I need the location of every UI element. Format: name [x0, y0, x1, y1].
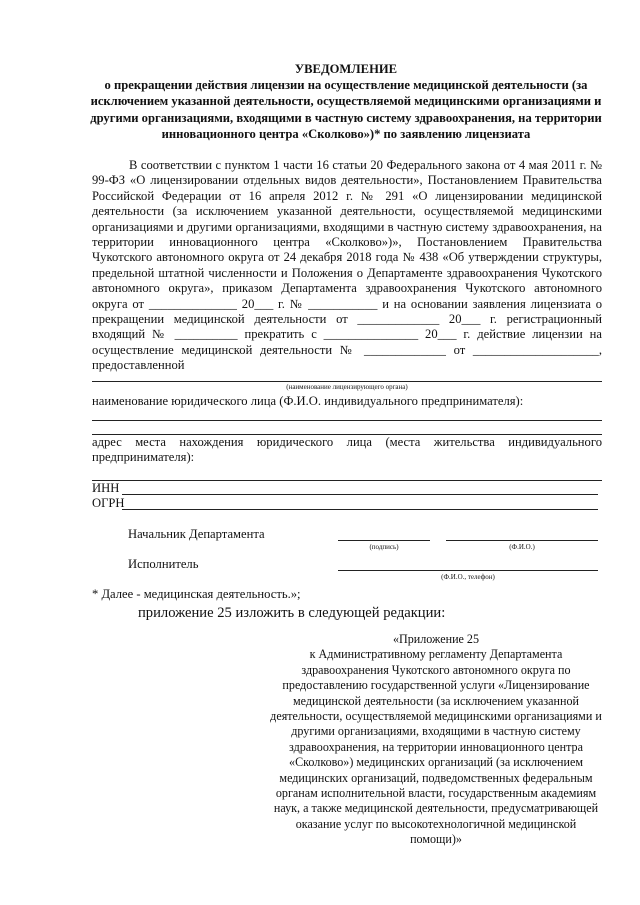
inn-line: [122, 494, 598, 495]
appendix-line: здравоохранения, на территории инновационного центра: [289, 739, 583, 754]
head-name-line: [446, 540, 598, 541]
ogrn-line: [122, 509, 598, 510]
licensing-body-line: [92, 381, 602, 382]
address-label: адрес места нахождения юридического лица (места жительства индивидуального предпринимателя):: [92, 435, 602, 465]
instruction-text: приложение 25 изложить в следующей редакции:: [138, 605, 446, 621]
executor-caption: (Ф.И.О., телефон): [441, 573, 495, 581]
ogrn-label: ОГРН: [92, 496, 125, 510]
executor-line: [338, 570, 598, 571]
body-paragraph: В соответствии с пунктом 1 части 16 статьи 20 Федерального закона от 4 мая 2011 г. № 99-ФЗ «О лицензировании отдельных видов деятельности», Постановлением Правительства Российской Федерации от 16 апреля 2012 г. № 291 «О лицензировании медицинской деятельности (за исключением указанной деятельности, осуществляемой медицинскими организациями и другими организациями, входящими в частную систему здравоохранения, на территории инновационного центра «Сколково»)», Постановлением Правительства Чукотского автономного округа от 24 декабря 2018 года № 438 «Об утверждении структуры, предельной штатной численности и Положения о Департаменте здравоохранения Чукотского автономного округа», приказом Департамента здравоохранения Чукотского автономного округа от ______________ 20___ г. № ___________ и на основании заявления лицензиата о прекращении медицинской деятельности от _____________ 20___ г. регистрационный входящий № __________ прекратить с _______________ 20___ г. действие лицензии на осуществление медицинской деятельности № _____________ от ____________________, предоставленной: [92, 158, 602, 373]
legal-entity-line-1: [92, 420, 602, 421]
executor-label: Исполнитель: [128, 557, 199, 571]
notice-title: УВЕДОМЛЕНИЕ: [294, 62, 398, 76]
address-line: [92, 480, 602, 481]
head-label: Начальник Департамента: [128, 527, 265, 541]
appendix-line: другими организациями, входящими в частную систему: [291, 724, 581, 739]
appendix-line: оказание услуг по высокотехнологичной медицинской: [295, 816, 577, 831]
notice-subtitle: о прекращении действия лицензии на осуществление медицинской деятельности (за исключением указанной деятельности, осуществляемой медицинскими организациями и другими организациями, входящими в частную систему здравоохранения, на территории инновационного центра «Сколково»)* по заявлению лицензиата: [90, 78, 602, 141]
inn-label: ИНН: [92, 481, 120, 495]
appendix-line: медицинской деятельности (за исключением указанной: [292, 693, 579, 708]
appendix-line: органам исполнительной власти, государственным академиям: [275, 786, 597, 801]
appendix-line: «Сколково») медицинских организаций (за исключением: [289, 755, 583, 770]
notice-heading: [88, 61, 604, 142]
appendix-line: наук, а также медицинской деятельности, предусматривающей: [273, 801, 599, 816]
signature-line: [338, 540, 430, 541]
notice-body: [92, 158, 602, 374]
name-caption: (Ф.И.О.): [509, 543, 535, 551]
appendix-line: медицинских организаций, подведомственных федеральным: [279, 770, 593, 785]
licensing-body-caption: (наименование лицензирующего органа): [286, 383, 408, 391]
signature-caption: (подпись): [369, 543, 399, 551]
appendix-line: помощи)»: [410, 832, 462, 847]
appendix-line: «Приложение 25: [392, 632, 480, 646]
appendix-line: к Административному регламенту Департамента: [309, 647, 563, 662]
appendix-heading: [266, 632, 606, 848]
appendix-line: деятельности, осуществляемой медицинскими организациями и: [270, 709, 602, 724]
appendix-line: предоставлению государственной услуги «Лицензирование: [282, 678, 590, 693]
footnote: * Далее - медицинская деятельность.»;: [92, 587, 301, 601]
legal-entity-label: наименование юридического лица (Ф.И.О. индивидуального предпринимателя):: [92, 394, 524, 408]
appendix-line: здравоохранения Чукотского автономного округа по: [301, 662, 571, 677]
